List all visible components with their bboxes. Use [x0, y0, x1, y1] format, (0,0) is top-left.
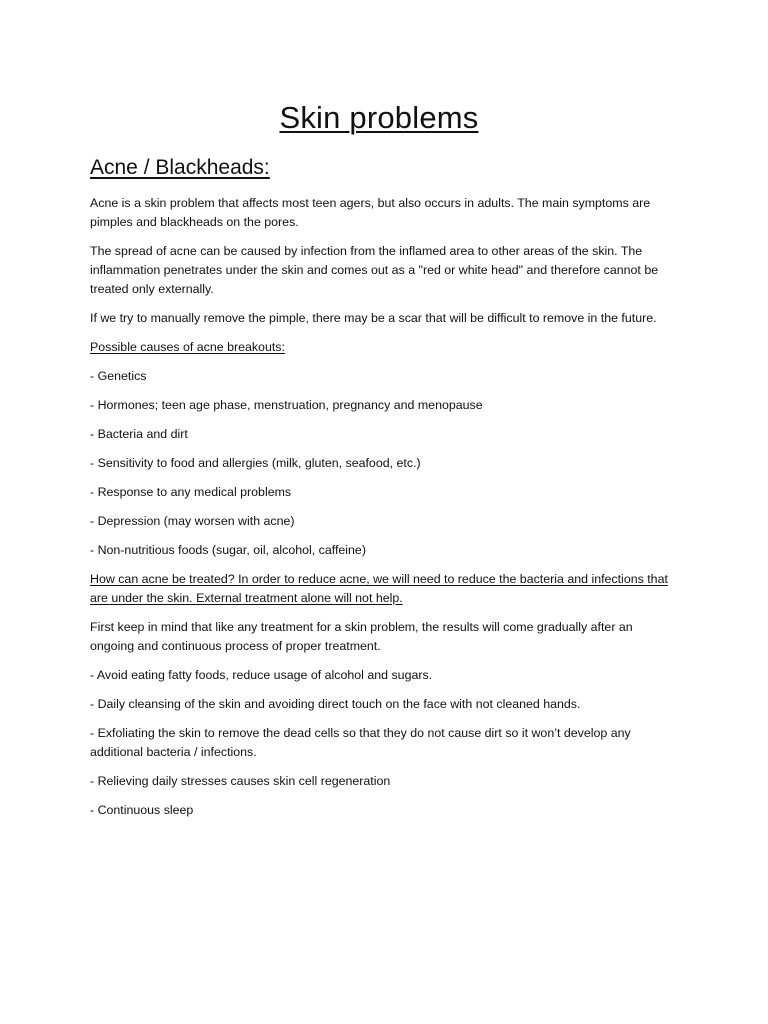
- treatment-item: - Relieving daily stresses causes skin cell regeneration: [90, 774, 391, 788]
- intro-paragraph: Acne is a skin problem that affects most teen agers, but also occurs in adults. The main symptoms are pimples and blackheads on the pores.: [90, 196, 651, 229]
- causes-heading: Possible causes of acne breakouts:: [90, 340, 285, 354]
- treatment-heading: How can acne be treated? In order to reduce acne, we will need to reduce the bacteria and infections that are under the skin. External treatment alone will not help.: [90, 572, 668, 605]
- section-heading: Acne / Blackheads:: [90, 156, 270, 179]
- cause-item: - Sensitivity to food and allergies (milk, gluten, seafood, etc.): [90, 456, 421, 470]
- cause-item: - Response to any medical problems: [90, 485, 292, 499]
- treatment-item: - Daily cleansing of the skin and avoiding direct touch on the face with not cleaned hands.: [90, 697, 581, 711]
- treatment-item: - Continuous sleep: [90, 803, 194, 817]
- intro-paragraph: If we try to manually remove the pimple, there may be a scar that will be difficult to remove in the future.: [90, 311, 657, 325]
- treatment-item: - Avoid eating fatty foods, reduce usage of alcohol and sugars.: [90, 668, 433, 682]
- treatment-item: - Exfoliating the skin to remove the dead cells so that they do not cause dirt so it won’t develop any additional bacteria / infections.: [90, 726, 631, 759]
- page-title: Skin problems: [279, 100, 479, 135]
- cause-item: - Genetics: [90, 369, 147, 383]
- cause-item: - Bacteria and dirt: [90, 427, 188, 441]
- cause-item: - Non-nutritious foods (sugar, oil, alcohol, caffeine): [90, 543, 366, 557]
- cause-item: - Depression (may worsen with acne): [90, 514, 295, 528]
- treatment-intro: First keep in mind that like any treatment for a skin problem, the results will come gradually after an ongoing and continuous process of proper treatment.: [90, 620, 633, 653]
- cause-item: - Hormones; teen age phase, menstruation, pregnancy and menopause: [90, 398, 483, 412]
- intro-paragraph: The spread of acne can be caused by infection from the inflamed area to other areas of the skin. The inflammation penetrates under the skin and comes out as a "red or white head" and therefore cannot be treated only externally.: [90, 244, 659, 296]
